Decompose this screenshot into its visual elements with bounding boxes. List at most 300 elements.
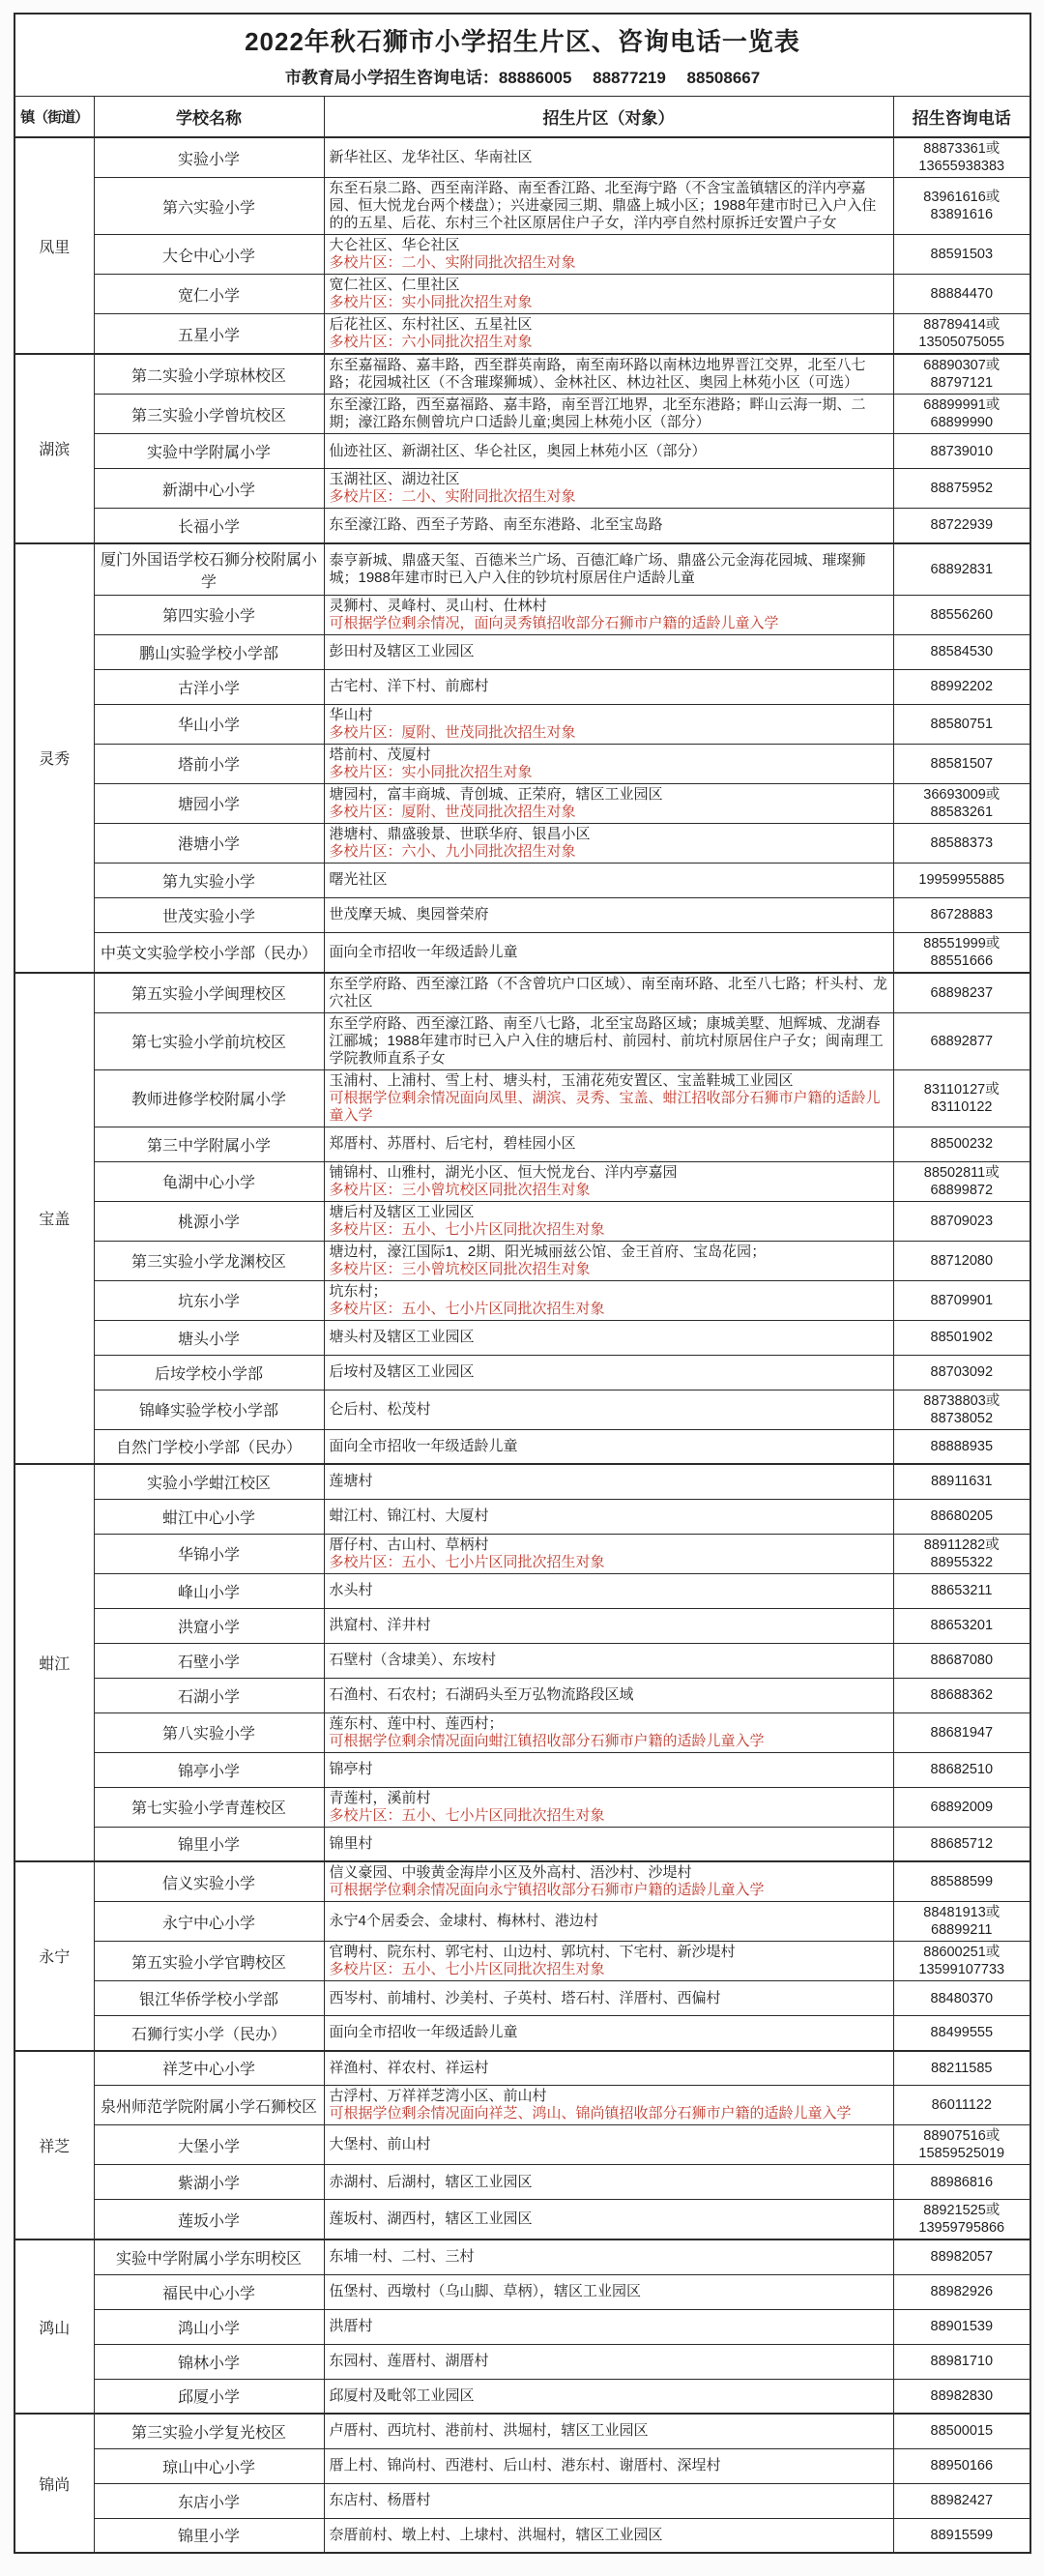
town-cell: 祥芝	[14, 2051, 94, 2240]
phone-cell	[893, 178, 1030, 235]
district-cell	[324, 1429, 893, 1464]
phone-cell	[893, 1161, 1030, 1201]
district-text: 玉浦村、上浦村、雪上村、塘头村，玉浦花苑安置区、宝盖鞋城工业园区	[329, 1071, 794, 1089]
district-text: 塔前村、茂厦村	[329, 746, 431, 763]
school-name-cell: 实验小学	[94, 137, 324, 178]
phone-cell	[893, 1012, 1030, 1069]
phone-number: 88588599	[930, 1874, 994, 1889]
district-note-red: 多校片区：六小同批次招生对象	[329, 334, 533, 350]
district-text: 东至濠江路、西至子芳路、南至东港路、北至宝岛路	[329, 516, 663, 534]
district-cell	[324, 932, 893, 973]
phone-number: 88680205	[930, 1508, 994, 1524]
phone-number: 19959955885	[918, 872, 1005, 888]
district-cell	[324, 1390, 893, 1429]
phone-number: 88500015	[930, 2423, 994, 2440]
district-cell	[324, 634, 893, 669]
table-row	[14, 1390, 1030, 1429]
district-text: 石壁村（含埭美）、东垵村	[329, 1652, 497, 1668]
phone-number: 88681947	[930, 1724, 994, 1741]
table-row	[14, 2239, 1030, 2274]
table-row	[14, 314, 1030, 355]
district-note-red: 多校片区：实小同批次招生对象	[329, 294, 533, 310]
school-name-cell: 大堡小学	[94, 2125, 324, 2165]
phone-cell	[893, 2379, 1030, 2414]
table-row	[14, 1942, 1030, 1981]
district-text: 东至学府路、西至濠江路、南至八七路，北至宝岛路区域；康城美墅、旭辉城、龙湖春江郦城；1988年建市时已入户入住的塘后村、前园村、前坑村原居住户子女；闽南理工学院教师直系子女	[329, 1014, 884, 1067]
subtitle: 市教育局小学招生咨询电话：88886005 88877219 88508667	[14, 60, 1030, 97]
district-cell	[324, 1678, 893, 1712]
school-name-cell: 世茂实验小学	[94, 897, 324, 932]
phone-cell	[893, 2165, 1030, 2200]
table-row	[14, 1241, 1030, 1280]
district-cell	[324, 704, 893, 744]
district-text: 玉湖社区、湖边社区	[329, 471, 460, 487]
school-name-cell: 实验小学蚶江校区	[94, 1464, 324, 1499]
phone-number: 88551999或	[923, 935, 1000, 951]
district-cell	[324, 509, 893, 543]
table-row	[14, 823, 1030, 863]
district-text: 新华社区、龙华社区、华南社区	[329, 149, 533, 165]
district-text: 塘园村，富丰商城、青创城、正荣府，辖区工业园区	[329, 785, 663, 803]
phone-number: 68898237	[930, 984, 994, 1001]
title-row	[14, 14, 1030, 60]
phone-cell	[893, 509, 1030, 543]
phone-cell	[893, 1355, 1030, 1390]
phone-cell	[893, 1752, 1030, 1787]
school-name-cell: 第五实验小学官聘校区	[94, 1942, 324, 1981]
phone-number: 88591503	[930, 247, 994, 262]
district-cell	[324, 235, 893, 275]
phone-cell	[893, 973, 1030, 1013]
district-cell	[324, 1280, 893, 1320]
district-text: 仙迹社区、新湖社区、华仑社区，奥园上林苑小区（部分）	[329, 442, 707, 459]
school-name-cell: 厦门外国语学校石狮分校附属小学	[94, 543, 324, 596]
district-text: 官聘村、院东村、郭宅村、山边村、郭坑村、下宅村、新沙堤村	[329, 1944, 736, 1960]
phone-number: 88502811或	[923, 1164, 1000, 1181]
phone-cell	[893, 543, 1030, 596]
school-name-cell: 峰山小学	[94, 1573, 324, 1608]
district-cell	[324, 2309, 893, 2344]
school-name-cell: 石湖小学	[94, 1678, 324, 1712]
table-row	[14, 395, 1030, 434]
table-row	[14, 1902, 1030, 1942]
school-name-cell: 第三实验小学龙渊校区	[94, 1241, 324, 1280]
district-text: 郑厝村、苏厝村、后宅村，碧桂园小区	[329, 1135, 576, 1152]
phone-number: 88583261	[930, 804, 994, 820]
district-text: 塘后村及辖区工业园区	[329, 1203, 475, 1220]
district-cell	[324, 1752, 893, 1787]
phone-number: 88588373	[930, 834, 994, 851]
school-name-cell: 东店小学	[94, 2483, 324, 2518]
district-cell	[324, 1902, 893, 1942]
phone-number: 88722939	[930, 517, 994, 534]
phone-number: 15859525019	[918, 2146, 1005, 2161]
phone-cell	[893, 783, 1030, 823]
school-name-cell: 华山小学	[94, 704, 324, 744]
phone-number: 83110122	[931, 1098, 993, 1115]
district-cell	[324, 2518, 893, 2553]
school-name-cell: 自然门学校小学部（民办）	[94, 1429, 324, 1464]
phone-cell	[893, 1712, 1030, 1752]
district-text: 奈厝前村、墩上村、上埭村、洪堀村，辖区工业园区	[329, 2526, 663, 2543]
table-row	[14, 1280, 1030, 1320]
table-row	[14, 2448, 1030, 2483]
phone-cell	[893, 1787, 1030, 1827]
district-text: 彭田村及辖区工业园区	[329, 643, 475, 659]
phone-number: 88982830	[930, 2387, 994, 2404]
district-cell	[324, 1608, 893, 1643]
phone-cell	[893, 1464, 1030, 1499]
district-cell	[324, 2016, 893, 2051]
phone-cell	[893, 1280, 1030, 1320]
district-cell	[324, 1534, 893, 1573]
school-name-cell: 第三实验小学曾坑校区	[94, 395, 324, 434]
table-row	[14, 2483, 1030, 2518]
phone-cell	[893, 137, 1030, 178]
district-cell	[324, 2414, 893, 2448]
table-row	[14, 973, 1030, 1013]
phone-cell	[893, 2239, 1030, 2274]
phone-cell	[893, 1201, 1030, 1241]
phone-cell	[893, 1678, 1030, 1712]
phone-cell	[893, 354, 1030, 395]
phone-cell	[893, 823, 1030, 863]
district-cell	[324, 354, 893, 395]
district-note-red: 多校片区：三小曾坑校区同批次招生对象	[329, 1181, 591, 1198]
school-name-cell: 第四实验小学	[94, 595, 324, 634]
district-cell	[324, 1127, 893, 1161]
district-note-red: 多校片区：二小、实附同批次招生对象	[329, 254, 576, 271]
phone-cell	[893, 1499, 1030, 1534]
district-cell	[324, 2448, 893, 2483]
school-name-cell: 锦亭小学	[94, 1752, 324, 1787]
district-text: 东埔一村、二村、三村	[329, 2248, 475, 2266]
phone-number: 83110127或	[923, 1081, 1000, 1098]
table-row	[14, 2274, 1030, 2309]
town-cell: 灵秀	[14, 543, 94, 973]
town-cell: 鸿山	[14, 2239, 94, 2414]
school-name-cell: 古洋小学	[94, 669, 324, 704]
school-name-cell: 鸿山小学	[94, 2309, 324, 2344]
school-name-cell: 龟湖中心小学	[94, 1161, 324, 1201]
phone-number: 88580751	[930, 716, 994, 732]
district-text: 面向全市招收一年级适龄儿童	[329, 2024, 518, 2041]
table-row	[14, 469, 1030, 509]
district-cell	[324, 783, 893, 823]
enrollment-table	[14, 13, 1031, 2554]
table-row	[14, 2414, 1030, 2448]
district-cell	[324, 1201, 893, 1241]
school-name-cell: 宽仁小学	[94, 275, 324, 314]
school-name-cell: 第三中学附属小学	[94, 1127, 324, 1161]
district-note-red: 多校片区：三小曾坑校区同批次招生对象	[329, 1260, 591, 1277]
district-text: 华山村	[329, 706, 373, 723]
district-text: 莲东村、莲中村、莲西村；	[329, 1714, 504, 1732]
district-text: 赤湖村、后湖村，辖区工业园区	[329, 2173, 533, 2190]
phone-number: 88955322	[930, 1554, 994, 1570]
district-text: 后花社区、东村社区、五星社区	[329, 316, 533, 333]
district-cell	[324, 395, 893, 434]
phone-number: 68899872	[930, 1182, 994, 1198]
school-name-cell: 大仑中心小学	[94, 235, 324, 275]
school-name-cell: 紫湖小学	[94, 2165, 324, 2200]
school-name-cell: 第二实验小学琼林校区	[94, 354, 324, 395]
phone-cell	[893, 634, 1030, 669]
district-note-red: 多校片区：实小同批次招生对象	[329, 763, 533, 780]
district-cell	[324, 1241, 893, 1280]
table-row	[14, 2125, 1030, 2165]
phone-number: 88685712	[930, 1835, 994, 1852]
district-note-red: 可根据学位剩余情况面向凤里、湖滨、灵秀、宝盖、蚶江招收部分石狮市户籍的适龄儿童入学	[329, 1089, 881, 1124]
district-text: 面向全市招收一年级适龄儿童	[329, 1437, 518, 1454]
phone-cell	[893, 1643, 1030, 1678]
phone-cell	[893, 863, 1030, 897]
district-text: 邱厦村及毗邻工业园区	[329, 2386, 475, 2404]
phone-cell	[893, 2344, 1030, 2379]
table-row	[14, 543, 1030, 596]
phone-number: 88873361或	[923, 141, 1000, 157]
school-name-cell: 鹏山实验学校小学部	[94, 634, 324, 669]
phone-cell	[893, 469, 1030, 509]
school-name-cell: 桃源小学	[94, 1201, 324, 1241]
district-text: 塘边村，濠江国际1、2期、阳光城丽兹公馆、金王首府、宝岛花园；	[329, 1243, 767, 1260]
district-text: 水头村	[329, 1582, 373, 1598]
phone-number: 88884470	[930, 286, 994, 302]
school-name-cell: 第八实验小学	[94, 1712, 324, 1752]
phone-cell	[893, 2086, 1030, 2125]
phone-cell	[893, 2518, 1030, 2553]
phone-cell	[893, 2016, 1030, 2051]
table-row	[14, 1534, 1030, 1573]
phone-number: 88789414或	[923, 317, 1000, 333]
phone-cell	[893, 235, 1030, 275]
district-text: 坑东村；	[329, 1282, 388, 1300]
school-name-cell: 信义实验小学	[94, 1861, 324, 1902]
table-row	[14, 2051, 1030, 2086]
phone-number: 88738803或	[923, 1392, 1000, 1409]
phone-cell	[893, 1429, 1030, 1464]
district-cell	[324, 595, 893, 634]
school-name-cell: 永宁中心小学	[94, 1902, 324, 1942]
table-body	[14, 137, 1030, 2553]
district-cell	[324, 897, 893, 932]
header-row	[14, 97, 1030, 138]
district-text: 港塘村、鼎盛骏景、世联华府、银昌小区	[329, 825, 591, 842]
school-name-cell: 洪窟小学	[94, 1608, 324, 1643]
subtitle-row	[14, 60, 1030, 97]
district-cell	[324, 314, 893, 355]
school-name-cell: 长福小学	[94, 509, 324, 543]
district-text: 东至石泉二路、西至南洋路、南至香江路、北至海宁路（不含宝盖镇辖区的洋内亭嘉园、恒大悦龙台两个楼盘）；兴进豪园三期、鼎盛上城小区；1988年建市时已入户入住的的五星、后花、东村三个社区原居住户子女，洋内亭自然村原拆迁安置户子女	[329, 180, 877, 231]
school-name-cell: 塘园小学	[94, 783, 324, 823]
district-text: 锦里村	[329, 1834, 373, 1852]
district-cell	[324, 2200, 893, 2240]
school-name-cell: 塘头小学	[94, 1320, 324, 1355]
school-name-cell: 五星小学	[94, 314, 324, 355]
phone-number: 88982057	[930, 2249, 994, 2266]
town-cell: 永宁	[14, 1861, 94, 2051]
district-text: 东至学府路、西至濠江路（不含曾坑户口区域）、南至南环路、北至八七路；杆头村、龙穴社区	[329, 975, 888, 1010]
district-cell	[324, 1861, 893, 1902]
district-text: 蚶江村、锦江村、大厦村	[329, 1508, 489, 1524]
phone-number: 88709023	[930, 1213, 994, 1229]
district-cell	[324, 863, 893, 897]
school-name-cell: 琼山中心小学	[94, 2448, 324, 2483]
table-row	[14, 1012, 1030, 1069]
district-cell	[324, 1787, 893, 1827]
phone-cell	[893, 1127, 1030, 1161]
district-text: 塘头村及辖区工业园区	[329, 1329, 475, 1345]
district-cell	[324, 1012, 893, 1069]
phone-cell	[893, 2125, 1030, 2165]
phone-number: 88584530	[930, 644, 994, 659]
table-row	[14, 1827, 1030, 1861]
district-text: 世茂摩天城、奥园誉荣府	[329, 906, 489, 922]
phone-cell	[893, 1069, 1030, 1127]
page-title: 2022年秋石狮市小学招生片区、咨询电话一览表	[14, 14, 1030, 60]
phone-number: 13959795866	[918, 2220, 1005, 2236]
school-name-cell: 石狮行实小学（民办）	[94, 2016, 324, 2051]
phone-number: 13655938383	[918, 159, 1005, 174]
phone-number: 88556260	[930, 606, 994, 623]
district-note-red: 多校片区：五小、七小片区同批次招生对象	[329, 1220, 605, 1238]
phone-cell	[893, 704, 1030, 744]
district-text: 青莲村，溪前村	[329, 1789, 431, 1806]
phone-number: 88739010	[930, 443, 994, 459]
table-row	[14, 2200, 1030, 2240]
phone-cell	[893, 1902, 1030, 1942]
school-name-cell: 锦峰实验学校小学部	[94, 1390, 324, 1429]
district-note-red: 多校片区：五小、七小片区同批次招生对象	[329, 1961, 605, 1977]
district-note-red: 多校片区：二小、实附同批次招生对象	[329, 488, 576, 505]
district-text: 祥渔村、祥农村、祥运村	[329, 2059, 489, 2076]
phone-number: 83961616或	[923, 190, 1000, 205]
phone-cell	[893, 1241, 1030, 1280]
district-note-red: 多校片区：六小、九小同批次招生对象	[329, 842, 576, 860]
school-name-cell: 莲坂小学	[94, 2200, 324, 2240]
district-text: 信义豪园、中骏黄金海岸小区及外高村、浯沙村、沙堤村	[329, 1864, 692, 1881]
table-row	[14, 1981, 1030, 2016]
district-note-red: 多校片区：厦附、世茂同批次招生对象	[329, 803, 576, 820]
phone-number: 88653201	[930, 1618, 994, 1633]
phone-number: 88875952	[930, 481, 994, 496]
table-row	[14, 1678, 1030, 1712]
phone-cell	[893, 744, 1030, 783]
district-text: 大仑社区、华仑社区	[329, 237, 460, 253]
school-name-cell: 第五实验小学闽理校区	[94, 973, 324, 1013]
school-name-cell: 邱厦小学	[94, 2379, 324, 2414]
table-row	[14, 897, 1030, 932]
school-name-cell: 华锦小学	[94, 1534, 324, 1573]
phone-number: 88907516或	[923, 2128, 1000, 2144]
school-name-cell: 锦里小学	[94, 2518, 324, 2553]
phone-cell	[893, 595, 1030, 634]
phone-number: 88911631	[931, 1474, 993, 1490]
table-row	[14, 2016, 1030, 2051]
district-text: 宽仁社区、仁里社区	[329, 277, 460, 293]
phone-cell	[893, 434, 1030, 469]
phone-number: 88981710	[930, 2354, 994, 2369]
district-text: 东至嘉福路、嘉丰路，西至群英南路，南至南环路以南林边地界晋江交界，北至八七路；花园城社区（不含璀璨狮城）、金林社区、林边社区、奥园上林苑小区（可选）	[329, 357, 866, 391]
phone-cell	[893, 2051, 1030, 2086]
district-text: 曙光社区	[329, 871, 388, 888]
table-row	[14, 1161, 1030, 1201]
phone-number: 88915599	[930, 2527, 994, 2543]
col-header-town: 镇（街道）	[14, 97, 94, 138]
phone-cell	[893, 932, 1030, 973]
district-note-red: 多校片区：五小、七小片区同批次招生对象	[329, 1806, 605, 1824]
col-header-school: 学校名称	[94, 97, 324, 138]
phone-number: 88709901	[930, 1292, 994, 1308]
phone-number: 88950166	[930, 2458, 994, 2474]
phone-cell	[893, 2448, 1030, 2483]
district-note-red: 多校片区：五小、七小片区同批次招生对象	[329, 1553, 605, 1570]
phone-number: 88992202	[930, 679, 994, 694]
district-cell	[324, 1712, 893, 1752]
school-name-cell: 第七实验小学青莲校区	[94, 1787, 324, 1827]
table-row	[14, 509, 1030, 543]
school-name-cell: 新湖中心小学	[94, 469, 324, 509]
district-cell	[324, 2125, 893, 2165]
phone-number: 88581507	[930, 755, 994, 772]
district-cell	[324, 823, 893, 863]
district-text: 面向全市招收一年级适龄儿童	[329, 943, 518, 960]
district-cell	[324, 669, 893, 704]
table-row	[14, 595, 1030, 634]
district-note-red: 可根据学位剩余情况面向永宁镇招收部分石狮市户籍的适龄儿童入学	[329, 1882, 765, 1898]
table-row	[14, 863, 1030, 897]
school-name-cell: 锦林小学	[94, 2344, 324, 2379]
table-row	[14, 2379, 1030, 2414]
phone-cell	[893, 669, 1030, 704]
phone-cell	[893, 1573, 1030, 1608]
phone-number: 88982926	[930, 2284, 994, 2299]
district-text: 铺锦村、山雅村，湖光小区、恒大悦龙台、洋内亭嘉园	[329, 1163, 678, 1181]
district-cell	[324, 2344, 893, 2379]
phone-number: 88480370	[930, 1990, 994, 2006]
district-text: 洪窟村、洋井村	[329, 1617, 431, 1633]
phone-number: 83891616	[930, 207, 994, 222]
district-text: 仑后村、松茂村	[329, 1400, 431, 1418]
phone-cell	[893, 897, 1030, 932]
district-cell	[324, 275, 893, 314]
phone-number: 88500232	[930, 1136, 994, 1152]
school-name-cell: 坑东小学	[94, 1280, 324, 1320]
school-name-cell: 第三实验小学复光校区	[94, 2414, 324, 2448]
table-row	[14, 275, 1030, 314]
school-name-cell: 港塘小学	[94, 823, 324, 863]
table-row	[14, 2309, 1030, 2344]
table-row	[14, 137, 1030, 178]
school-name-cell: 实验中学附属小学东明校区	[94, 2239, 324, 2274]
district-cell	[324, 543, 893, 596]
phone-cell	[893, 2414, 1030, 2448]
district-cell	[324, 2051, 893, 2086]
phone-number: 68899991或	[923, 397, 1000, 413]
phone-number: 88738052	[930, 1410, 994, 1426]
phone-number: 88703092	[930, 1364, 994, 1380]
district-text: 永宁4个居委会、金埭村、梅林村、港边村	[329, 1913, 598, 1929]
table-row	[14, 1201, 1030, 1241]
district-cell	[324, 744, 893, 783]
district-cell	[324, 2274, 893, 2309]
district-cell	[324, 973, 893, 1013]
table-row	[14, 1464, 1030, 1499]
table-row	[14, 1573, 1030, 1608]
phone-number: 88888935	[930, 1438, 994, 1454]
district-cell	[324, 1643, 893, 1678]
col-header-phone: 招生咨询电话	[893, 97, 1030, 138]
